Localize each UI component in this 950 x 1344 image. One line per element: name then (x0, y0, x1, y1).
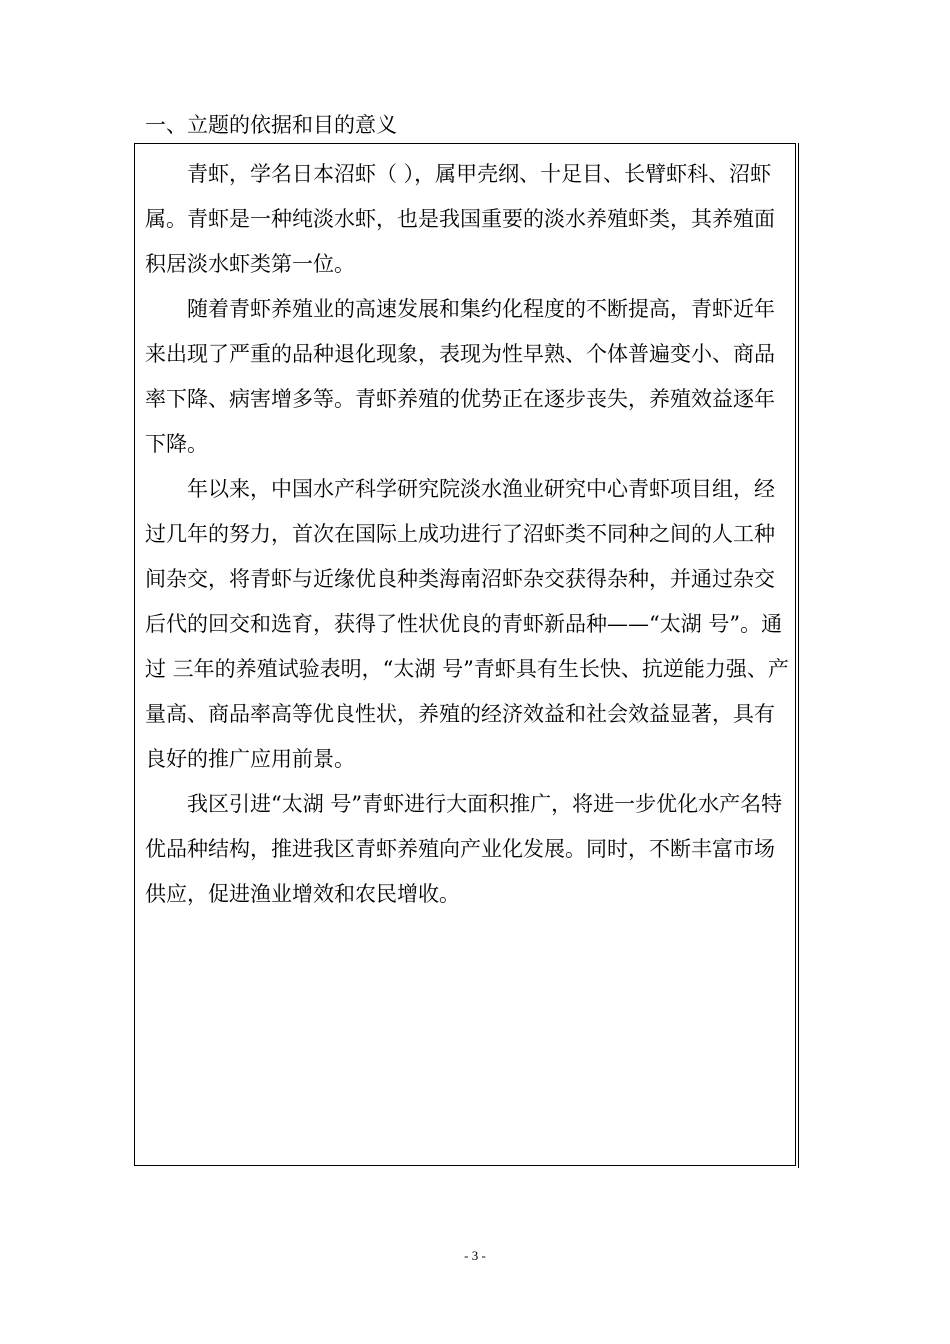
content-box (134, 143, 796, 1166)
body-text (145, 152, 791, 917)
paragraph-promotion: 我区引进“太湖 号”青虾进行大面积推广，将进一步优化水产名特优品种结构，推进我区青虾养殖向产业化发展。同时，不断丰富市场供应，促进渔业增效和农民增收。 (145, 792, 783, 906)
paragraph-degradation: 随着青虾养殖业的高速发展和集约化程度的不断提高，青虾近年来出现了严重的品种退化现象，表现为性早熟、个体普遍变小、商品率下降、病害增多等。青虾养殖的优势正在逐步丧失，养殖效益逐年下降。 (145, 297, 775, 456)
page-number: - 3 - (464, 1248, 486, 1263)
paragraph-new-variety: 年以来，中国水产科学研究院淡水渔业研究中心青虾项目组，经过几年的努力，首次在国际上成功进行了沼虾类不同种之间的人工种间杂交，将青虾与近缘优良种类海南沼虾杂交获得杂种，并通过杂交后代的回交和选育，获得了性状优良的青虾新品种——“太湖 号”。通过 三年的养殖试验表明，“太湖 号”青虾具有生长快、抗逆能力强、产量高、商品率高等优良性状，养殖的经济效益和社会效益显著，具有良好的推广应用前景。 (145, 477, 789, 771)
section-title: 一、立题的依据和目的意义 (145, 113, 397, 137)
paragraph-intro: 青虾，学名日本沼虾（ ），属甲壳纲、十足目、长臂虾科、沼虾属。青虾是一种纯淡水虾，也是我国重要的淡水养殖虾类，其养殖面积居淡水虾类第一位。 (145, 162, 775, 276)
